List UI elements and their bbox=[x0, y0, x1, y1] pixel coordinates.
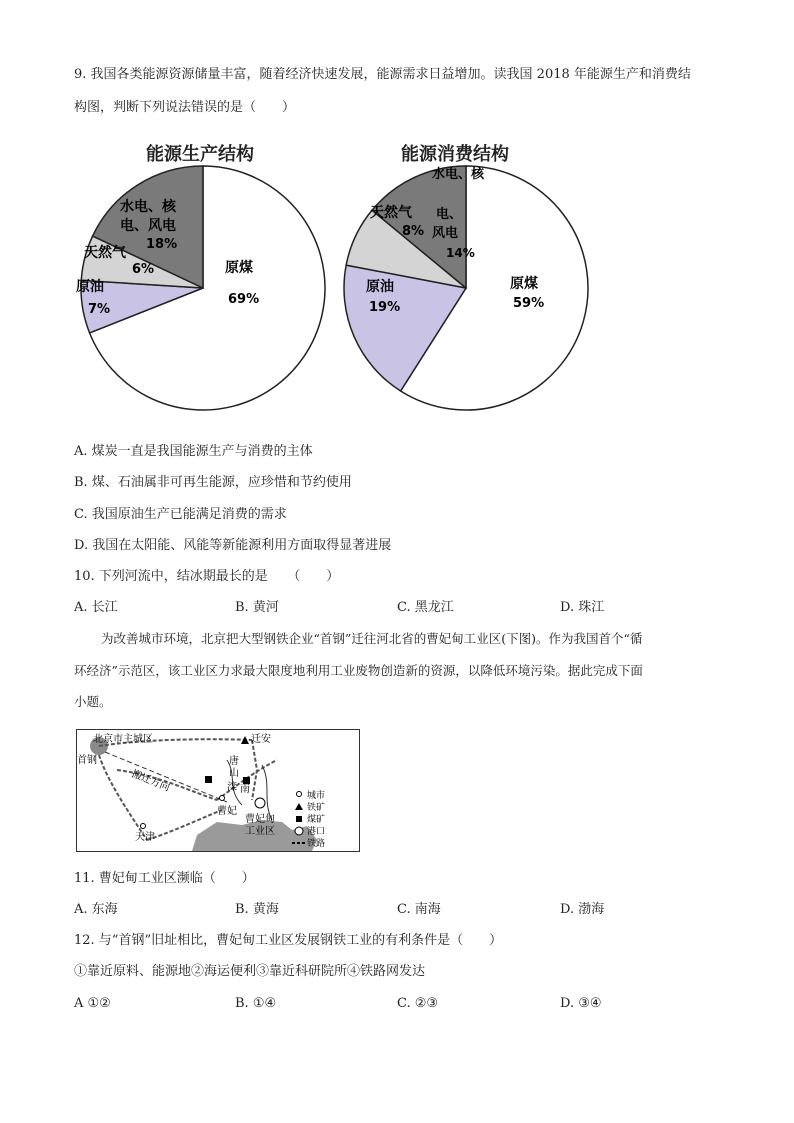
q9-option-d: D. 我国在太阳能、风能等新能源利用方面取得显著进展 bbox=[74, 538, 392, 553]
railway-line bbox=[99, 755, 147, 840]
cons-oil-value: 19% bbox=[369, 300, 401, 315]
legend-port: 港口 bbox=[307, 827, 326, 837]
q12-conditions: ①靠近原料、能源地②海运便利③靠近科研院所④铁路网发达 bbox=[74, 964, 426, 979]
coal-mine-icon bbox=[243, 777, 250, 784]
city-marker bbox=[141, 824, 146, 829]
prod-oil-label: 原油 bbox=[76, 279, 104, 295]
map-label-tang: 唐 bbox=[229, 756, 239, 767]
passage-line3: 小题。 bbox=[74, 694, 112, 709]
map-label-nan: 南 bbox=[240, 784, 250, 795]
map-label-cfd1: 曹妃甸 bbox=[245, 814, 275, 825]
q12-option-c: C. ②③ bbox=[397, 996, 439, 1011]
cons-gas-value: 8% bbox=[402, 224, 425, 239]
prod-gas-value: 6% bbox=[132, 262, 155, 277]
map-graphic bbox=[77, 730, 359, 851]
cons-hydro-label-2: 电、 bbox=[436, 207, 463, 222]
cons-hydro-label-1: 水电、核 bbox=[432, 167, 485, 182]
q10-option-c: C. 黑龙江 bbox=[397, 600, 454, 615]
map-label-shan: 山 bbox=[229, 768, 239, 779]
legend-port-symbol bbox=[295, 827, 303, 835]
q9-stem-line1: 9. 我国各类能源资源储量丰富，随着经济快速发展，能源需求日益增加。读我国 2018 年能源生产和消费结 bbox=[74, 67, 691, 82]
prod-hydro-label-1: 水电、核 bbox=[120, 199, 176, 215]
q12-option-b: B. ①④ bbox=[235, 996, 277, 1011]
map-label-tianjin: 天津 bbox=[135, 832, 155, 843]
prod-gas-label: 天然气 bbox=[84, 245, 126, 261]
map-label-qianan: 迁安 bbox=[251, 734, 271, 745]
q9-option-b: B. 煤、石油属非可再生能源，应珍惜和节约使用 bbox=[74, 475, 352, 490]
map-label-cfd2: 工业区 bbox=[245, 826, 275, 837]
legend-coal-symbol bbox=[296, 816, 302, 822]
map-label-caofei: 曹妃 bbox=[217, 806, 237, 817]
river bbox=[262, 765, 272, 820]
passage-line2: 环经济”示范区，该工业区力求最大限度地利用工业废物创造新的资源，以降低环境污染。据此完成下面 bbox=[74, 663, 643, 678]
q12-option-a: A ①② bbox=[74, 996, 111, 1011]
q11-option-d: D. 渤海 bbox=[560, 902, 605, 917]
cons-coal-value: 59% bbox=[513, 296, 545, 311]
production-pie bbox=[81, 166, 325, 410]
consumption-chart-title: 能源消费结构 bbox=[401, 144, 509, 165]
q10-stem: 10. 下列河流中，结冰期最长的是 （ ） bbox=[74, 569, 340, 584]
cons-hydro-value: 14% bbox=[446, 246, 475, 260]
map-label-shougang: 首钢 bbox=[77, 755, 97, 766]
q12-option-d: D. ③④ bbox=[560, 996, 602, 1011]
iron-mine-icon bbox=[241, 736, 249, 744]
prod-hydro-value: 18% bbox=[146, 237, 178, 252]
q12-stem: 12. 与“首钢”旧址相比，曹妃甸工业区发展钢铁工业的有利条件是（ ） bbox=[74, 933, 503, 948]
q11-option-b: B. 黄海 bbox=[235, 902, 279, 917]
cons-oil-label: 原油 bbox=[366, 279, 394, 295]
railway-line bbox=[252, 740, 257, 800]
city-marker bbox=[220, 796, 225, 801]
q11-option-c: C. 南海 bbox=[397, 902, 441, 917]
q10-option-b: B. 黄河 bbox=[235, 600, 279, 615]
map-label-beijing: 北京市主城区 bbox=[93, 734, 153, 745]
port-icon bbox=[255, 798, 265, 808]
q10-option-d: D. 珠江 bbox=[560, 600, 605, 615]
map-label-move-direction: 搬迁方向 bbox=[129, 768, 172, 794]
legend-iron: 铁矿 bbox=[307, 803, 326, 813]
coal-mine-icon bbox=[205, 776, 212, 783]
cons-coal-label: 原煤 bbox=[510, 276, 538, 292]
legend-iron-symbol bbox=[295, 803, 303, 810]
production-chart-title: 能源生产结构 bbox=[146, 144, 254, 165]
legend-city-symbol bbox=[297, 792, 302, 797]
legend-city: 城市 bbox=[307, 791, 326, 801]
cons-hydro-label-3: 风电 bbox=[432, 226, 459, 241]
legend-railway: 铁路 bbox=[307, 839, 326, 849]
map-label-luan: 滦 bbox=[227, 782, 237, 793]
q9-stem-line2: 构图，判断下列说法错误的是（ ） bbox=[74, 100, 296, 115]
prod-coal-label: 原煤 bbox=[225, 260, 253, 276]
prod-oil-value: 7% bbox=[88, 302, 111, 317]
passage-line1: 为改善城市环境，北京把大型钢铁企业“首钢”迁往河北省的曹妃甸工业区(下图)。作为我国首个“循 bbox=[101, 631, 643, 646]
energy-pie-charts bbox=[0, 0, 794, 430]
prod-hydro-label-2: 电、风电 bbox=[120, 218, 176, 234]
q10-option-a: A. 长江 bbox=[74, 600, 118, 615]
q11-option-a: A. 东海 bbox=[74, 902, 118, 917]
caofeidian-map bbox=[76, 729, 360, 852]
legend-coal: 煤矿 bbox=[307, 815, 326, 825]
q11-stem: 11. 曹妃甸工业区濒临（ ） bbox=[74, 871, 255, 886]
q9-option-c: C. 我国原油生产已能满足消费的需求 bbox=[74, 507, 287, 522]
q9-option-a: A. 煤炭一直是我国能源生产与消费的主体 bbox=[74, 444, 313, 459]
prod-coal-value: 69% bbox=[228, 292, 260, 307]
cons-gas-label: 天然气 bbox=[370, 205, 412, 221]
